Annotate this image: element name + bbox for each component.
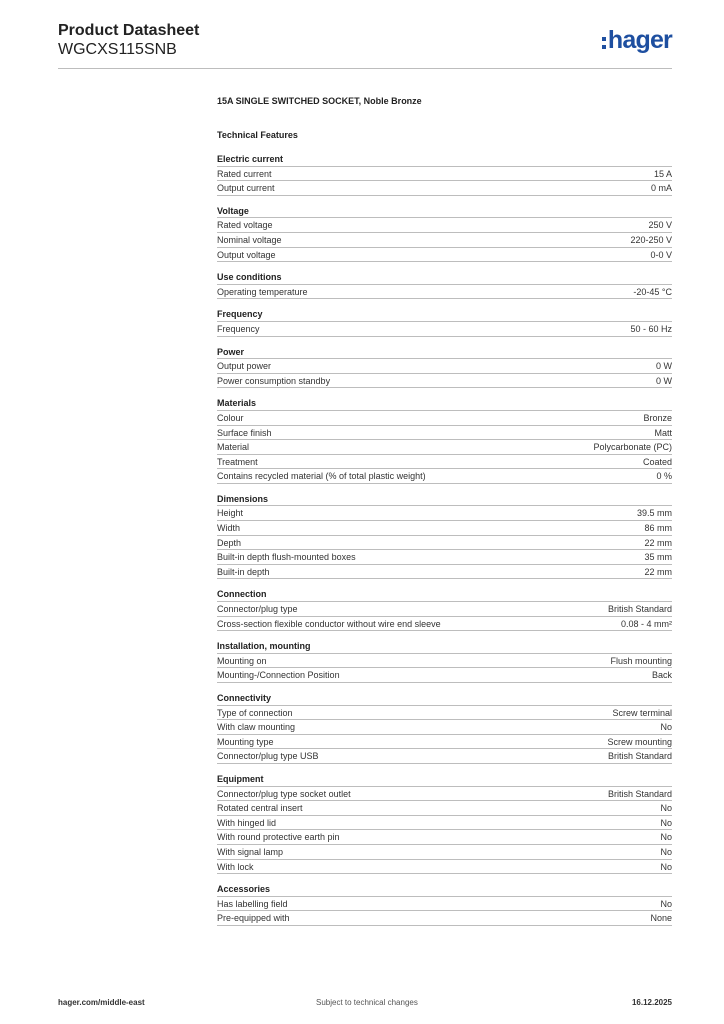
section-title: Connectivity bbox=[217, 691, 672, 706]
feature-label: Treatment bbox=[217, 456, 258, 467]
feature-value: Polycarbonate (PC) bbox=[593, 442, 672, 453]
feature-value: No bbox=[660, 803, 672, 814]
section bbox=[217, 345, 672, 389]
feature-value: No bbox=[660, 846, 672, 857]
table-row bbox=[217, 233, 672, 248]
feature-value: Back bbox=[651, 670, 672, 681]
product-code: WGCXS115SNB bbox=[58, 41, 177, 58]
feature-label: Built-in depth flush-mounted boxes bbox=[217, 552, 356, 563]
feature-value: 35 mm bbox=[644, 552, 672, 563]
feature-value: Coated bbox=[642, 456, 672, 467]
table-row bbox=[217, 181, 672, 196]
feature-value: 15 A bbox=[653, 168, 672, 179]
feature-label: With round protective earth pin bbox=[217, 832, 340, 843]
table-row bbox=[217, 248, 672, 263]
feature-value: Matt bbox=[654, 427, 672, 438]
feature-label: Connector/plug type socket outlet bbox=[217, 788, 351, 799]
feature-label: Rated voltage bbox=[217, 220, 273, 231]
table-row bbox=[217, 911, 672, 926]
section bbox=[217, 639, 672, 683]
feature-label: Mounting on bbox=[217, 655, 267, 666]
feature-value: 0 mA bbox=[650, 183, 672, 194]
section bbox=[217, 587, 672, 631]
datasheet-content bbox=[217, 92, 672, 926]
product-name: 15A SINGLE SWITCHED SOCKET, Noble Bronze bbox=[217, 96, 422, 106]
feature-label: Mounting-/Connection Position bbox=[217, 670, 340, 681]
table-row bbox=[217, 668, 672, 683]
table-row bbox=[217, 550, 672, 565]
feature-label: Rated current bbox=[217, 168, 272, 179]
feature-value: British Standard bbox=[607, 751, 672, 762]
feature-label: Has labelling field bbox=[217, 898, 288, 909]
table-row bbox=[217, 455, 672, 470]
feature-label: Surface finish bbox=[217, 427, 272, 438]
table-row bbox=[217, 218, 672, 233]
footer-date: 16.12.2025 bbox=[631, 998, 672, 1007]
feature-label: Output current bbox=[217, 183, 275, 194]
table-row bbox=[217, 322, 672, 337]
footer-website-link[interactable]: hager.com/middle-east bbox=[58, 998, 145, 1007]
feature-label: Cross-section flexible conductor without wire end sleeve bbox=[217, 618, 441, 629]
feature-value: 0.08 - 4 mm² bbox=[620, 618, 672, 629]
section bbox=[217, 772, 672, 874]
table-row bbox=[217, 374, 672, 389]
feature-label: Connector/plug type USB bbox=[217, 751, 319, 762]
table-row bbox=[217, 897, 672, 912]
feature-label: Colour bbox=[217, 412, 244, 423]
feature-value: No bbox=[660, 817, 672, 828]
table-row bbox=[217, 720, 672, 735]
feature-value: 0 % bbox=[656, 471, 672, 482]
table-row bbox=[217, 285, 672, 300]
section-title: Materials bbox=[217, 396, 672, 411]
section-title: Installation, mounting bbox=[217, 639, 672, 654]
table-row bbox=[217, 830, 672, 845]
section bbox=[217, 396, 672, 484]
table-row bbox=[217, 565, 672, 580]
feature-label: Contains recycled material (% of total plastic weight) bbox=[217, 471, 426, 482]
feature-label: With hinged lid bbox=[217, 817, 277, 828]
table-row bbox=[217, 749, 672, 764]
section-title: Accessories bbox=[217, 882, 672, 897]
section bbox=[217, 882, 672, 926]
table-row bbox=[217, 521, 672, 536]
features-table bbox=[217, 152, 672, 926]
feature-label: Power consumption standby bbox=[217, 375, 331, 386]
table-row bbox=[217, 440, 672, 455]
feature-label: Output voltage bbox=[217, 249, 276, 260]
feature-label: Nominal voltage bbox=[217, 234, 282, 245]
feature-label: Width bbox=[217, 523, 241, 534]
feature-value: British Standard bbox=[607, 788, 672, 799]
section-title: Equipment bbox=[217, 772, 672, 787]
table-row bbox=[217, 617, 672, 632]
feature-value: 220-250 V bbox=[630, 234, 672, 245]
section-title: Dimensions bbox=[217, 492, 672, 507]
table-row bbox=[217, 654, 672, 669]
feature-label: Rotated central insert bbox=[217, 803, 303, 814]
table-row bbox=[217, 167, 672, 182]
section bbox=[217, 691, 672, 764]
feature-label: Output power bbox=[217, 361, 272, 372]
feature-value: 22 mm bbox=[644, 537, 672, 548]
table-row bbox=[217, 469, 672, 484]
section bbox=[217, 270, 672, 299]
logo-text: hager bbox=[607, 26, 672, 54]
table-row bbox=[217, 706, 672, 721]
section bbox=[217, 307, 672, 336]
feature-value: 86 mm bbox=[644, 523, 672, 534]
feature-value: No bbox=[660, 722, 672, 733]
technical-features-title: Technical Features bbox=[217, 130, 298, 140]
feature-label: With lock bbox=[217, 861, 254, 872]
section bbox=[217, 204, 672, 262]
section-title: Use conditions bbox=[217, 270, 672, 285]
table-row bbox=[217, 506, 672, 521]
table-row bbox=[217, 735, 672, 750]
footer-notice: Subject to technical changes bbox=[316, 998, 418, 1007]
table-row bbox=[217, 602, 672, 617]
logo-colon-icon bbox=[602, 37, 606, 49]
feature-label: Type of connection bbox=[217, 707, 293, 718]
feature-value: 0 W bbox=[655, 361, 672, 372]
feature-label: Material bbox=[217, 442, 250, 453]
feature-value: Screw terminal bbox=[612, 707, 672, 718]
section-title: Frequency bbox=[217, 307, 672, 322]
feature-label: Connector/plug type bbox=[217, 604, 298, 615]
feature-value: 0-0 V bbox=[650, 249, 672, 260]
section bbox=[217, 152, 672, 196]
feature-value: 50 - 60 Hz bbox=[630, 323, 672, 334]
table-row bbox=[217, 411, 672, 426]
feature-value: No bbox=[660, 898, 672, 909]
feature-value: Flush mounting bbox=[610, 655, 672, 666]
feature-label: Mounting type bbox=[217, 736, 274, 747]
feature-label: Operating temperature bbox=[217, 286, 308, 297]
feature-label: Height bbox=[217, 508, 244, 519]
table-row bbox=[217, 816, 672, 831]
hager-logo bbox=[602, 26, 672, 54]
table-row bbox=[217, 426, 672, 441]
feature-label: Built-in depth bbox=[217, 566, 270, 577]
feature-value: 22 mm bbox=[644, 566, 672, 577]
feature-label: With claw mounting bbox=[217, 722, 296, 733]
table-row bbox=[217, 860, 672, 875]
table-row bbox=[217, 359, 672, 374]
feature-value: No bbox=[660, 832, 672, 843]
section-title: Connection bbox=[217, 587, 672, 602]
section-title: Voltage bbox=[217, 204, 672, 219]
feature-value: Screw mounting bbox=[607, 736, 672, 747]
page-header bbox=[58, 21, 672, 69]
document-title: Product Datasheet bbox=[58, 22, 200, 39]
feature-value: -20-45 °C bbox=[633, 286, 672, 297]
table-row bbox=[217, 536, 672, 551]
feature-label: Depth bbox=[217, 537, 242, 548]
feature-label: Frequency bbox=[217, 323, 260, 334]
feature-value: Bronze bbox=[643, 412, 672, 423]
feature-label: With signal lamp bbox=[217, 846, 284, 857]
feature-value: 39.5 mm bbox=[636, 508, 672, 519]
feature-value: 0 W bbox=[655, 375, 672, 386]
table-row bbox=[217, 801, 672, 816]
feature-value: 250 V bbox=[648, 220, 672, 231]
table-row bbox=[217, 787, 672, 802]
feature-label: Pre-equipped with bbox=[217, 913, 290, 924]
feature-value: British Standard bbox=[607, 604, 672, 615]
table-row bbox=[217, 845, 672, 860]
feature-value: None bbox=[650, 913, 672, 924]
section-title: Power bbox=[217, 345, 672, 360]
section bbox=[217, 492, 672, 580]
section-title: Electric current bbox=[217, 152, 672, 167]
feature-value: No bbox=[660, 861, 672, 872]
